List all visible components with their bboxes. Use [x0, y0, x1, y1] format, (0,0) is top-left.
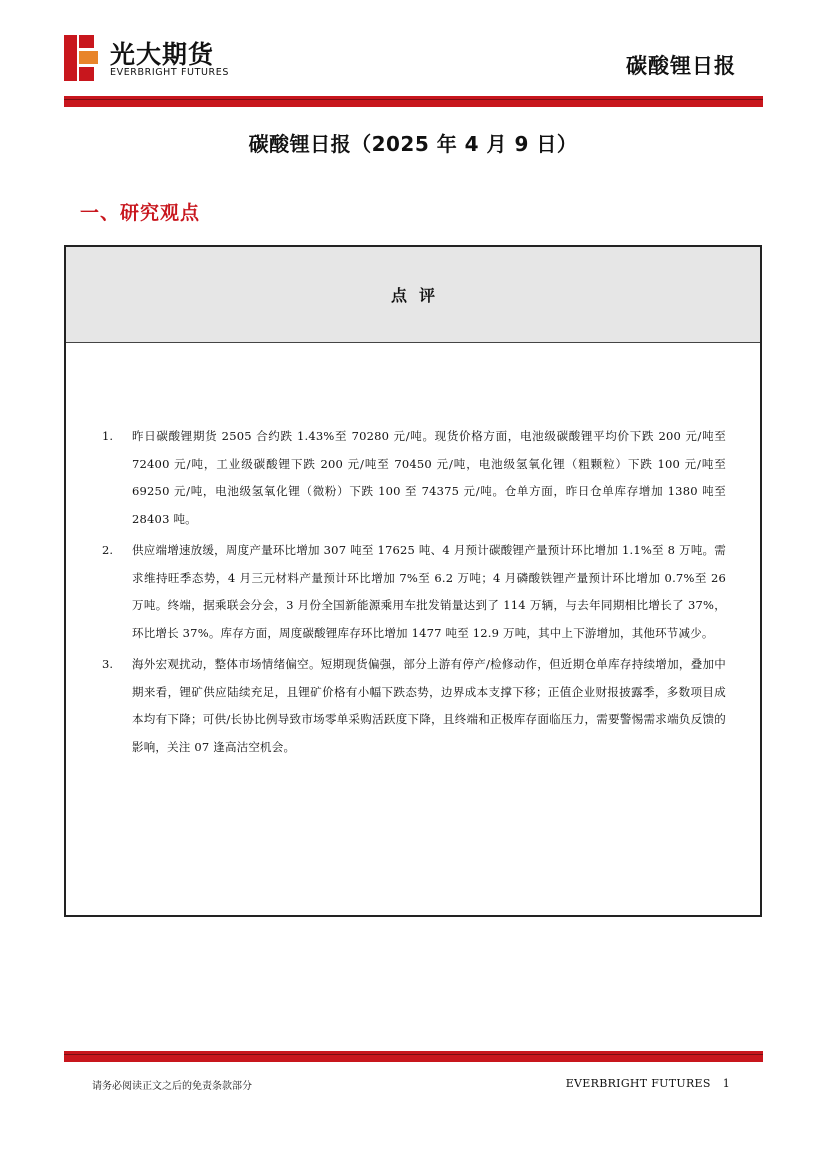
list-item	[102, 537, 726, 647]
document-title: 碳酸锂日报（2025 年 4 月 9 日）	[248, 132, 578, 156]
page-number: 1	[722, 1077, 730, 1090]
list-item-number: 1.	[102, 429, 113, 443]
header-divider	[64, 96, 763, 107]
footer-info	[566, 1077, 730, 1090]
everbright-logo-icon	[64, 35, 98, 81]
logo-english-name: EVERBRIGHT FUTURES	[110, 67, 229, 78]
report-name: 碳酸锂日报	[626, 54, 736, 78]
list-item-text: 供应端增速放缓，周度产量环比增加 307 吨至 17625 吨、4 月预计碳酸锂产量预计环比增加 1.1%至 8 万吨。需求维持旺季态势，4 月三元材料产量预计环比增加 7%至 6.2 万吨；4 月磷酸铁锂产量预计环比增加 0.7%至 26 万吨。终端，据乘联会分会，3 月份全国新能源乘用车批发销量达到了 114 万辆，与去年同期相比增长了 37%，环比增长 37%。库存方面，周度碳酸锂库存环比增加 1477 吨至 12.9 万吨，其中上下游增加，其他环节减少。	[132, 543, 726, 640]
company-logo	[64, 35, 244, 83]
list-item-number: 3.	[102, 657, 113, 671]
list-item	[102, 423, 726, 533]
list-item-text: 海外宏观扰动，整体市场情绪偏空。短期现货偏强，部分上游有停产/检修动作，但近期仓单库存持续增加，叠加中期来看，锂矿供应陆续充足，且锂矿价格有小幅下跌态势，边界成本支撑下移；正值企业财报披露季，多数项目成本均有下降；可供/长协比例导致市场零单采购活跃度下降，且终端和正极库存面临压力，需要警惕需求端负反馈的影响，关注 07 逢高沽空机会。	[132, 657, 726, 754]
list-item-number: 2.	[102, 543, 113, 557]
footer-divider	[64, 1051, 763, 1062]
panel-heading: 点评	[66, 247, 760, 343]
list-item	[102, 651, 726, 761]
footer-disclaimer: 请务必阅读正文之后的免责条款部分	[92, 1081, 252, 1092]
section-heading: 一、研究观点	[80, 202, 201, 224]
commentary-panel	[64, 245, 762, 917]
list-item-text: 昨日碳酸锂期货 2505 合约跌 1.43%至 70280 元/吨。现货价格方面，电池级碳酸锂平均价下跌 200 元/吨至 72400 元/吨，工业级碳酸锂下跌 200 元/吨至 70450 元/吨，电池级氢氧化锂（粗颗粒）下跌 100 元/吨至 69250 元/吨，电池级氢氧化锂（微粉）下跌 100 至 74375 元/吨。仓单方面，昨日仓单库存增加 1380 吨至 28403 吨。	[132, 429, 726, 526]
commentary-list	[102, 423, 726, 765]
footer-company: EVERBRIGHT FUTURES	[565, 1077, 711, 1090]
logo-chinese-name: 光大期货	[110, 40, 215, 69]
